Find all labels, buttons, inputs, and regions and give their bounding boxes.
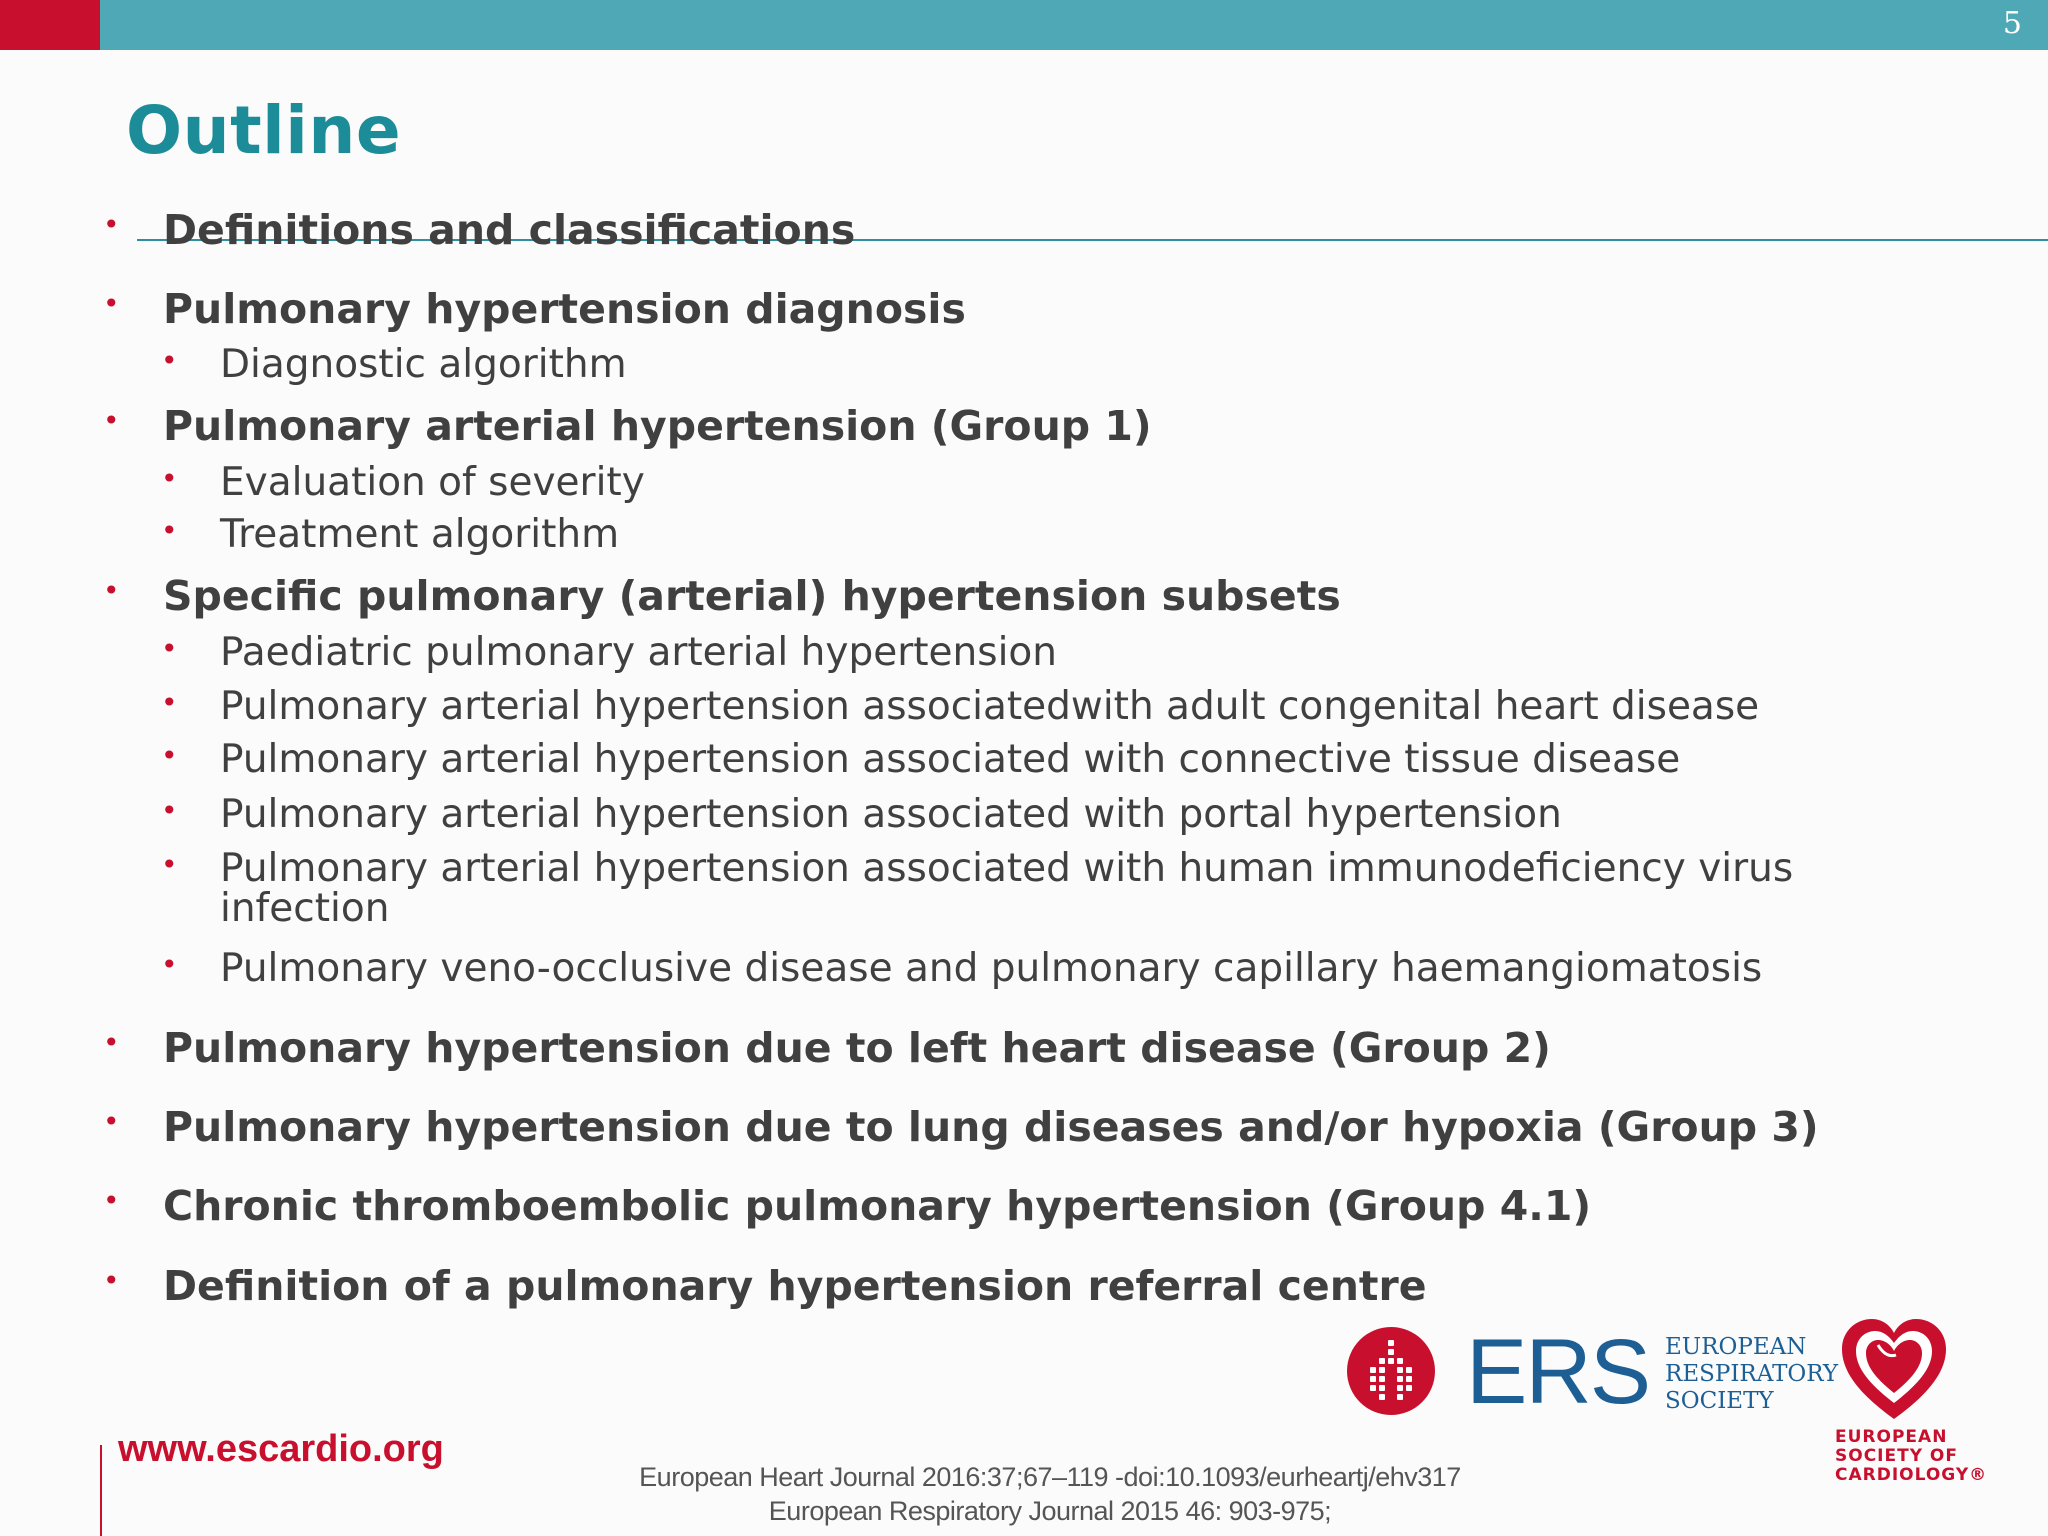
page-number: 5 — [2002, 6, 2022, 41]
outline-text: Pulmonary veno-occlusive disease and pulmonary capillary haemangiomatosis — [220, 946, 1763, 991]
esc-society-name: EUROPEAN SOCIETY OF CARDIOLOGY® — [1835, 1427, 1988, 1485]
outline-text: Treatment algorithm — [220, 512, 620, 557]
bullet-icon: • — [103, 1264, 120, 1297]
ers-society-name: EUROPEAN RESPIRATORY SOCIETY — [1665, 1334, 1839, 1414]
outline-text: Pulmonary hypertension due to left heart disease (Group 2) — [163, 1024, 1551, 1072]
outline-text: Definition of a pulmonary hypertension referral centre — [163, 1262, 1427, 1310]
outline-text: Pulmonary hypertension diagnosis — [163, 285, 966, 333]
outline-text: Pulmonary arterial hypertension associated with portal hypertension — [220, 792, 1562, 837]
slide-title: Outline — [126, 92, 402, 169]
bullet-icon: • — [103, 1105, 120, 1138]
outline-text: Pulmonary arterial hypertension associated with human immunodeficiency virus — [220, 846, 1794, 891]
bullet-icon: • — [161, 739, 178, 772]
bullet-icon: • — [161, 514, 178, 547]
bullet-icon: • — [103, 404, 120, 437]
bullet-icon: • — [161, 632, 178, 665]
outline-text: Diagnostic algorithm — [220, 342, 627, 387]
outline-text: Paediatric pulmonary arterial hypertension — [220, 630, 1057, 675]
outline-text: Pulmonary arterial hypertension associated with connective tissue disease — [220, 737, 1681, 782]
outline-text: Pulmonary arterial hypertension associatedwith adult congenital heart disease — [220, 684, 1760, 729]
outline-text: Evaluation of severity — [220, 460, 645, 505]
website-link[interactable]: www.escardio.org — [118, 1428, 444, 1470]
outline-text: Definitions and classifications — [163, 206, 856, 254]
outline-text: Pulmonary hypertension due to lung diseases and/or hypoxia (Group 3) — [163, 1103, 1819, 1151]
bullet-icon: • — [161, 462, 178, 495]
outline-text: Chronic thromboembolic pulmonary hypertension (Group 4.1) — [163, 1182, 1592, 1230]
outline-text: Specific pulmonary (arterial) hypertension subsets — [163, 572, 1341, 620]
bullet-icon: • — [161, 848, 178, 881]
ers-logo-text: ERS — [1466, 1321, 1650, 1423]
heart-icon — [1838, 1315, 1950, 1427]
outline-list: • Definitions and classifications • Pulmonary hypertension diagnosis • Diagnostic algorithm • Pulmonary arterial hypertension (Group 1) • Evaluation of severity • Treatment algorithm • Specific pulmonary (arterial) hypertension subsets • Paediatric pulmonary arterial hypertension • Pulmonary arterial hypertension associatedwith adult congenital heart disease • Pulmonary arterial hypertension associated with connective tissue disease • Pulmonary arterial hypertension associated with portal hypertension • Pulmonary arterial hypertension associated with human immunodeficiency virus infection • Pulmonary veno-occlusive disease and pulmonary capillary haemangiomatosis • Pulmonary hypertension due to left heart disease (Group 2) • Pulmonary hypertension due to lung diseases and/or hypoxia (Group 3) • Chronic thromboembolic pulmonary hypertension (Group 4.1) • Definition of a pulmonary hypertension referral centre — [103, 206, 1819, 1310]
bullet-icon: • — [161, 948, 178, 981]
bullet-icon: • — [161, 794, 178, 827]
outline-text: Pulmonary arterial hypertension (Group 1) — [163, 402, 1152, 450]
bullet-icon: • — [103, 574, 120, 607]
reference-heart-journal: European Heart Journal 2016:37;67–119 -doi:10.1093/eurheartj/ehv317 — [639, 1462, 1461, 1492]
bullet-icon: • — [103, 1026, 120, 1059]
reference-respiratory-journal: European Respiratory Journal 2015 46: 903-975; — [768, 1496, 1332, 1526]
bullet-icon: • — [161, 344, 178, 377]
footer-divider — [100, 1445, 102, 1536]
lungs-icon — [1346, 1326, 1436, 1416]
bullet-icon: • — [161, 686, 178, 719]
bullet-icon: • — [103, 1184, 120, 1217]
bullet-icon: • — [103, 287, 120, 320]
bullet-icon: • — [103, 208, 120, 241]
